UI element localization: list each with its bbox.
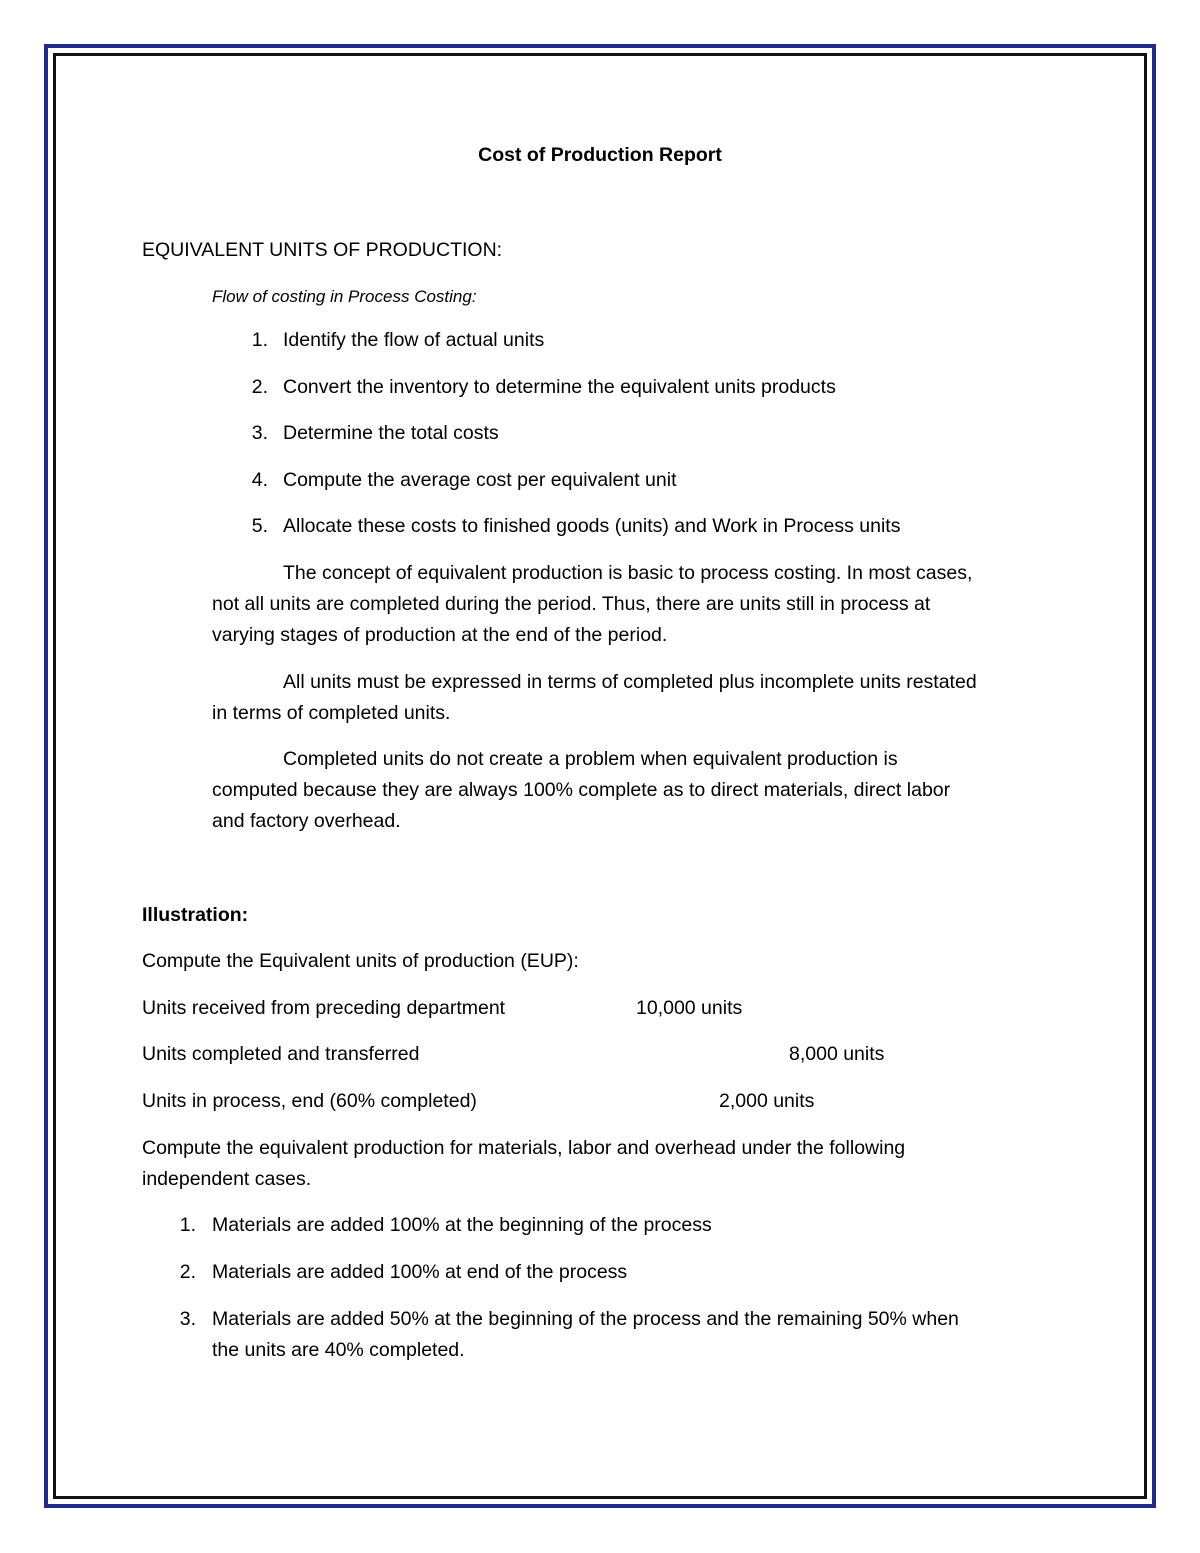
- case-item: Materials are added 100% at end of the process: [212, 1261, 628, 1283]
- case-number: 3.: [179, 1308, 196, 1330]
- paragraph-line: varying stages of production at the end of the period.: [212, 624, 668, 646]
- step-number: 1.: [251, 329, 268, 351]
- section-heading: EQUIVALENT UNITS OF PRODUCTION:: [142, 239, 503, 261]
- step-item: Identify the flow of actual units: [283, 329, 545, 351]
- question-line: Compute the equivalent production for materials, labor and overhead under the following: [142, 1137, 906, 1159]
- step-number: 5.: [251, 515, 268, 537]
- illustration-heading: Illustration:: [142, 904, 249, 926]
- flow-heading: Flow of costing in Process Costing:: [212, 287, 477, 306]
- step-item: Determine the total costs: [283, 422, 499, 444]
- paragraph-line: The concept of equivalent production is basic to process costing. In most cases,: [283, 562, 973, 584]
- case-item-continuation: the units are 40% completed.: [212, 1339, 465, 1361]
- illustration-instruction: Compute the Equivalent units of production (EUP):: [142, 950, 579, 972]
- data-row-value: 10,000 units: [636, 997, 743, 1019]
- case-item: Materials are added 100% at the beginning of the process: [212, 1214, 712, 1236]
- case-number: 2.: [179, 1261, 196, 1283]
- step-number: 3.: [251, 422, 268, 444]
- paragraph-line: computed because they are always 100% complete as to direct materials, direct labor: [212, 779, 951, 801]
- data-row-label: Units received from preceding department: [142, 997, 506, 1019]
- step-number: 4.: [251, 469, 268, 491]
- case-number: 1.: [179, 1214, 196, 1236]
- step-number: 2.: [251, 376, 268, 398]
- data-row-label: Units in process, end (60% completed): [142, 1090, 477, 1112]
- question-line: independent cases.: [142, 1168, 312, 1190]
- paragraph-line: and factory overhead.: [212, 810, 401, 832]
- paragraph-line: Completed units do not create a problem when equivalent production is: [283, 748, 898, 770]
- step-item: Compute the average cost per equivalent unit: [283, 469, 677, 491]
- paragraph-line: not all units are completed during the period. Thus, there are units still in process at: [212, 593, 931, 615]
- step-item: Convert the inventory to determine the equivalent units products: [283, 376, 836, 398]
- paragraph-line: in terms of completed units.: [212, 702, 451, 724]
- step-item: Allocate these costs to finished goods (units) and Work in Process units: [283, 515, 901, 537]
- page-title: Cost of Production Report: [478, 144, 722, 166]
- case-item: Materials are added 50% at the beginning of the process and the remaining 50% when: [212, 1308, 959, 1330]
- data-row-value: 8,000 units: [789, 1043, 885, 1065]
- paragraph-line: All units must be expressed in terms of completed plus incomplete units restated: [283, 671, 977, 693]
- data-row-value: 2,000 units: [719, 1090, 815, 1112]
- data-row-label: Units completed and transferred: [142, 1043, 420, 1065]
